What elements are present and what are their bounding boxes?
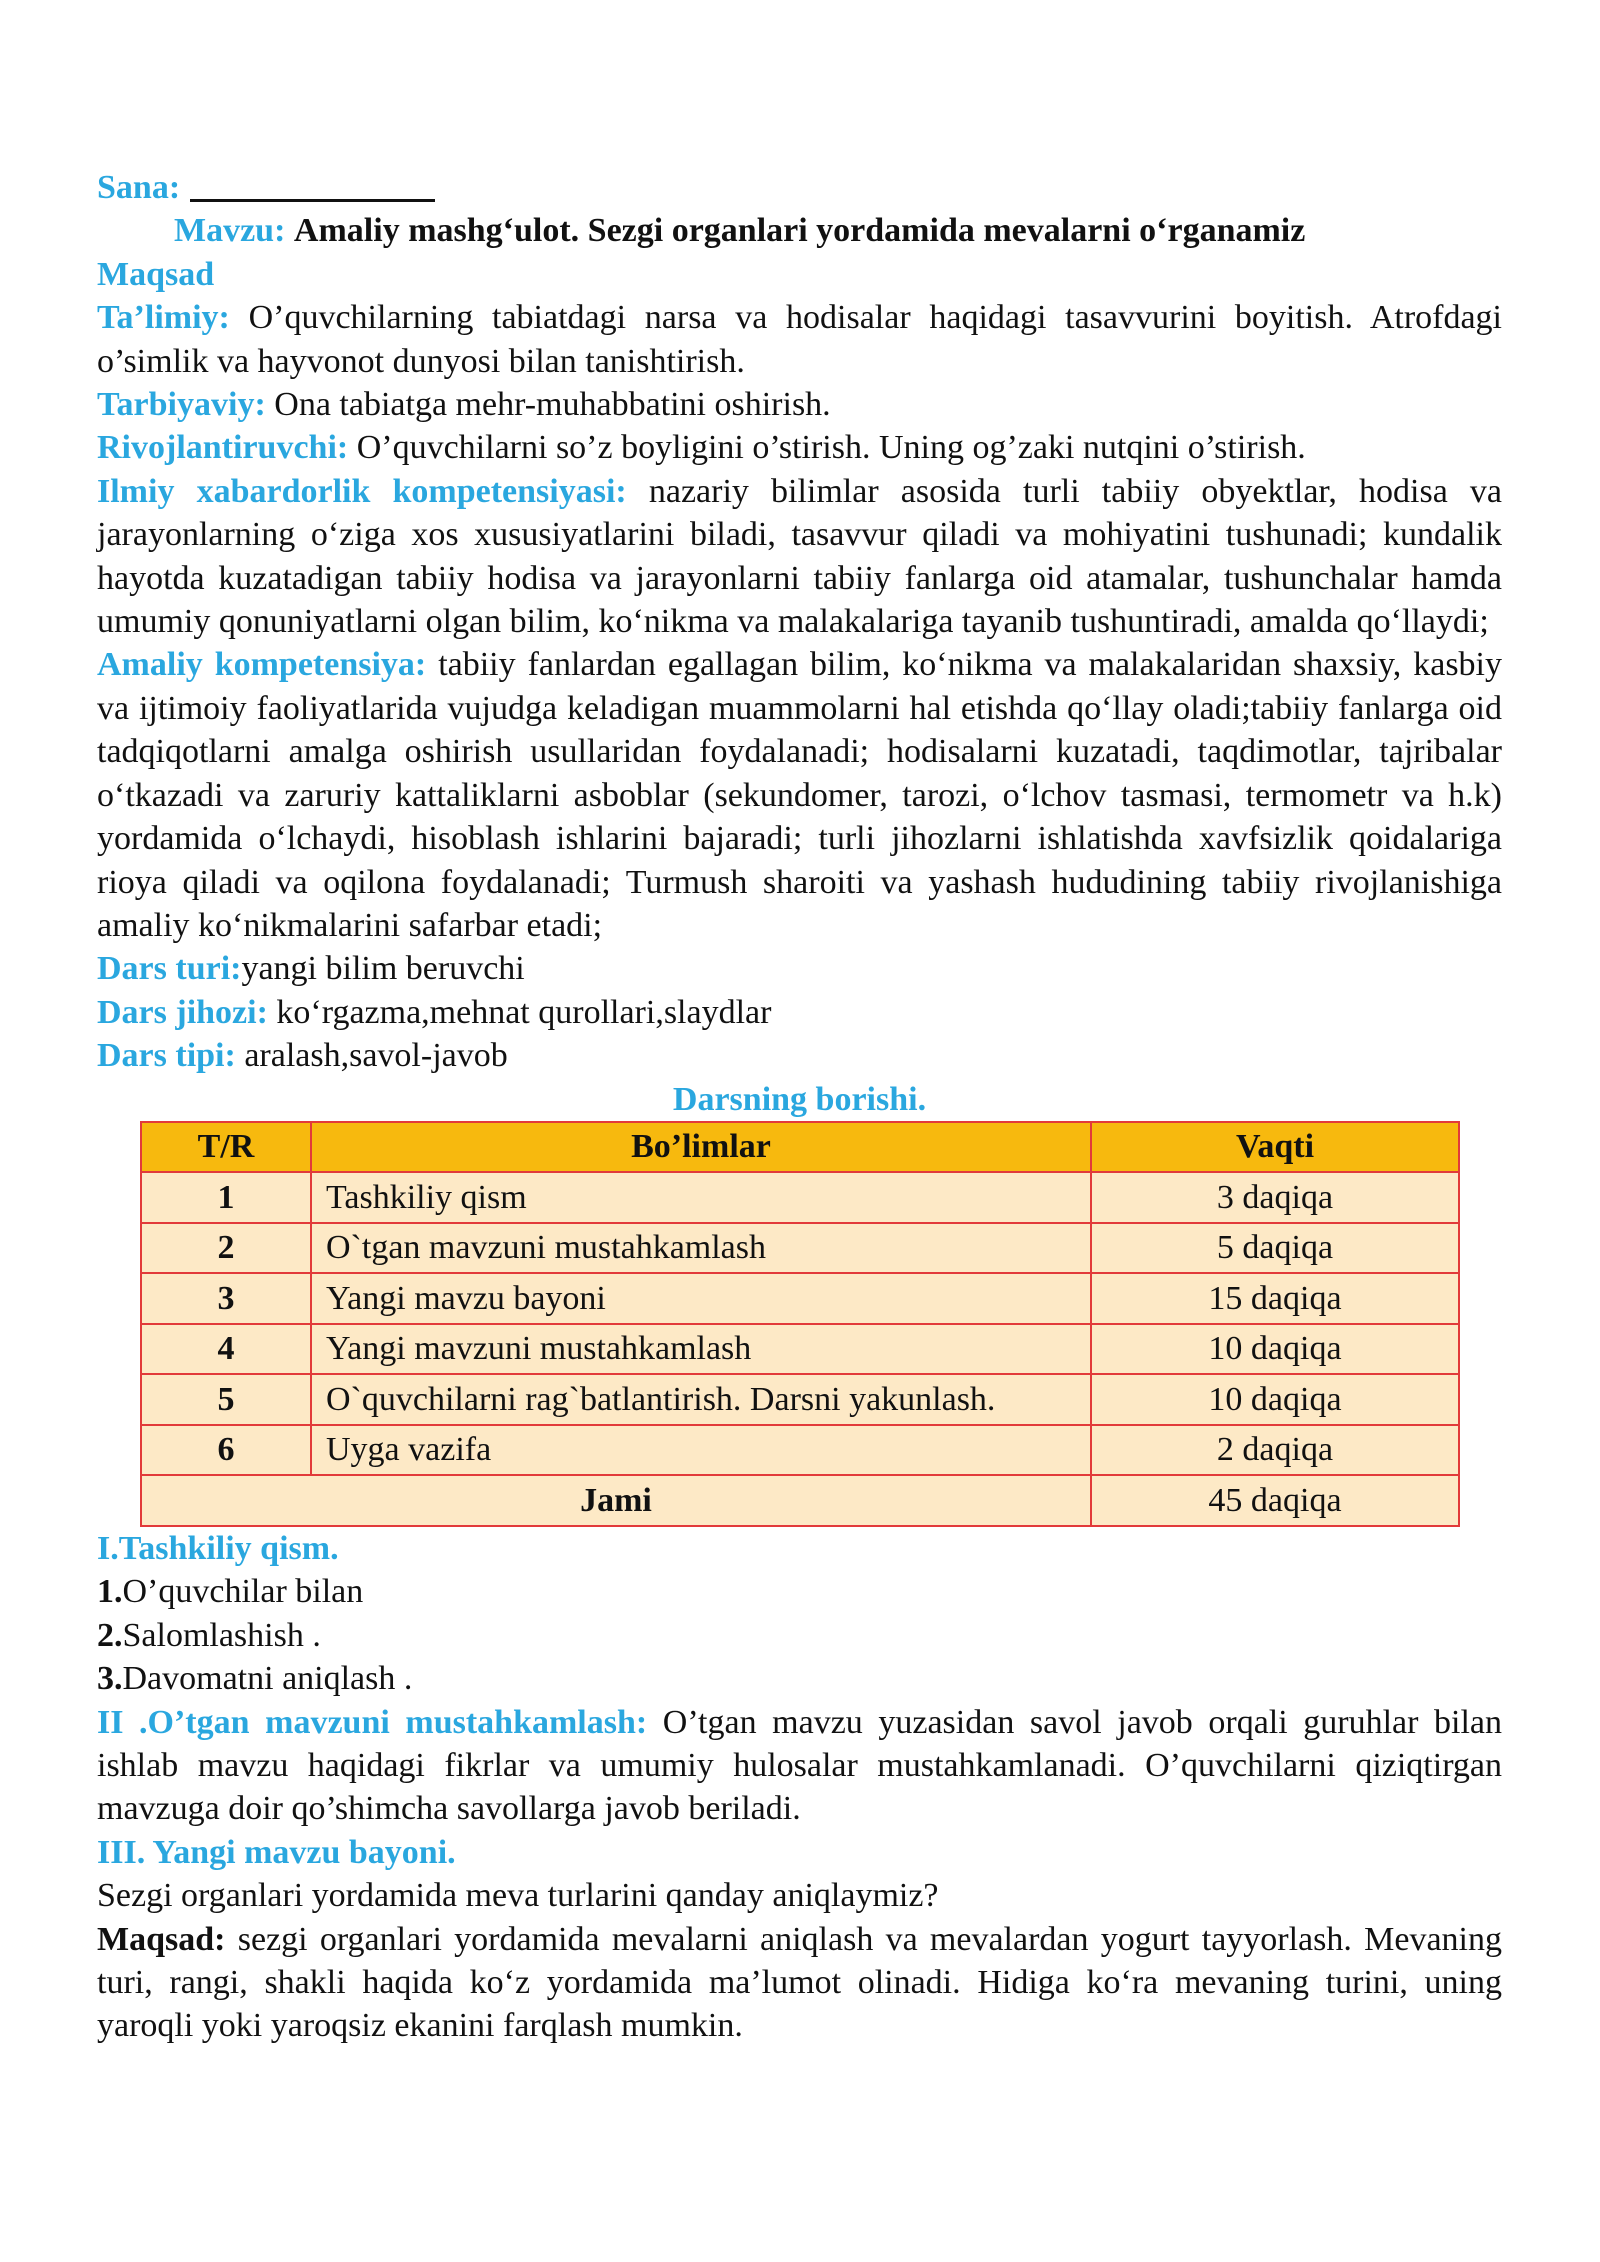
list-item bbox=[97, 1570, 1502, 1613]
ilmiy-label: Ilmiy xabardorlik kompetensiyasi: bbox=[97, 472, 627, 510]
dars-jihozi-label: Dars jihozi: bbox=[97, 993, 268, 1031]
tarbiyaviy-text: Ona tabiatga mehr-muhabbatini oshirish. bbox=[274, 386, 831, 424]
row-section: O`tgan mavzuni mustahkamlash bbox=[311, 1223, 1091, 1274]
dars-turi-text: yangi bilim beruvchi bbox=[241, 950, 525, 988]
list-item bbox=[97, 1614, 1502, 1657]
rivojlantiruvchi-text: O’quvchilarni so’z boyligini o’stirish. Uning og’zaki nutqini o’stirish. bbox=[356, 429, 1306, 467]
talimiy-paragraph bbox=[97, 296, 1502, 383]
talimiy-text: O’quvchilarning tabiatdagi narsa va hodisalar haqidagi tasavvurini boyitish. Atrofdagi o’simlik va hayvonot dunyosi bilan tanishtirish. bbox=[97, 299, 1503, 380]
amaliy-text: tabiiy fanlardan egallagan bilim, ko‘nikma va malakalaridan shaxsiy, kasbiy va ijtimoiy faoliyatlarida vujudga keladigan muammolarni hal etishda qo‘llay oladi;tabiiy fanlarga oid tadqiqotlarni amalga oshirish usullaridan foydalanadi; hodisalarni kuzatadi, taqdimotlar, tajribalar o‘tkazadi va zaruriy kattaliklarni asboblar (sekundomer, tarozi, o‘lchov tasmasi, termometr va h.k) yordamida o‘lchaydi, hisoblash ishlarini bajaradi; turli jihozlarni ishlatishda xavfsizlik qoidalariga rioya qiladi va oqilona foydalanadi; Turmush sharoiti va yashash hududining tabiiy rivojlanishiga amaliy ko‘nikmalarini safarbar etadi; bbox=[97, 646, 1503, 944]
table-title: Darsning borishi. bbox=[672, 1080, 927, 1118]
list-item-text: O’quvchilar bilan bbox=[122, 1573, 364, 1611]
row-number: 6 bbox=[141, 1425, 311, 1476]
table-row bbox=[141, 1273, 1459, 1324]
topic-title: Amaliy mashg‘ulot. Sezgi organlari yordamida mevalarni o‘rganamiz bbox=[293, 212, 1306, 250]
rivojlantiruvchi-paragraph bbox=[97, 426, 1502, 469]
section2-paragraph bbox=[97, 1701, 1502, 1831]
topic-line bbox=[97, 209, 1502, 252]
mavzu-label: Mavzu: bbox=[174, 212, 286, 250]
table-total-row bbox=[141, 1475, 1459, 1526]
document-content bbox=[97, 166, 1502, 2048]
tarbiyaviy-label: Tarbiyaviy: bbox=[97, 386, 266, 424]
row-number: 4 bbox=[141, 1324, 311, 1375]
row-time: 10 daqiqa bbox=[1091, 1324, 1459, 1375]
list-item-text: Salomlashish . bbox=[122, 1616, 321, 1654]
total-value: 45 daqiqa bbox=[1091, 1475, 1459, 1526]
total-label: Jami bbox=[141, 1475, 1091, 1526]
tarbiyaviy-paragraph bbox=[97, 383, 1502, 426]
section3-maqsad-paragraph bbox=[97, 1918, 1502, 2048]
row-time: 5 daqiqa bbox=[1091, 1223, 1459, 1274]
sana-label: Sana: bbox=[97, 169, 181, 206]
list-item-text: Davomatni aniqlash . bbox=[122, 1660, 413, 1698]
row-number: 2 bbox=[141, 1223, 311, 1274]
dars-turi-line bbox=[97, 947, 1502, 990]
dars-tipi-label: Dars tipi: bbox=[97, 1037, 236, 1075]
section3-heading: III. Yangi mavzu bayoni. bbox=[97, 1833, 456, 1871]
section1-heading: I.Tashkiliy qism. bbox=[97, 1529, 339, 1567]
talimiy-label: Ta’limiy: bbox=[97, 299, 230, 337]
dars-tipi-line bbox=[97, 1034, 1502, 1077]
section3-question: Sezgi organlari yordamida meva turlarini qanday aniqlaymiz? bbox=[97, 1877, 939, 1915]
table-row bbox=[141, 1425, 1459, 1476]
dars-jihozi-text: ko‘rgazma,mehnat qurollari,slaydlar bbox=[276, 993, 772, 1031]
table-row bbox=[141, 1374, 1459, 1425]
section3-maqsad-text: sezgi organlari yordamida mevalarni aniqlash va mevalardan yogurt tayyorlash. Mevaning turi, rangi, shakli haqida ko‘z yordamida ma’lumot olinadi. Hidiga ko‘ra mevaning turini, uning yaroqli yoki yaroqsiz ekanini farqlash mumkin. bbox=[97, 1920, 1502, 2045]
section3-maqsad-label: Maqsad: bbox=[97, 1920, 226, 1958]
date-line bbox=[97, 166, 1502, 209]
table-row bbox=[141, 1172, 1459, 1223]
row-section: Uyga vazifa bbox=[311, 1425, 1091, 1476]
row-time: 2 daqiqa bbox=[1091, 1425, 1459, 1476]
dars-turi-label: Dars turi: bbox=[97, 950, 242, 988]
table-header-row bbox=[141, 1122, 1459, 1173]
list-item-number: 2. bbox=[97, 1616, 123, 1654]
dars-tipi-text: aralash,savol-javob bbox=[244, 1037, 508, 1075]
header-cell-time: Vaqti bbox=[1091, 1122, 1459, 1173]
amaliy-paragraph bbox=[97, 643, 1502, 947]
list-item-number: 1. bbox=[97, 1573, 123, 1611]
maqsad-heading: Maqsad bbox=[97, 255, 215, 293]
row-section: Tashkiliy qism bbox=[311, 1172, 1091, 1223]
ilmiy-text: nazariy bilimlar asosida turli tabiiy obyektlar, hodisa va jarayonlarning o‘ziga xos xususiyatlarini biladi, tasavvur qiladi va mohiyatini tushunadi; kundalik hayotda kuzatadigan tabiiy hodisa va jarayonlarni tabiiy fanlarga oid atamalar, tushunchalar hamda umumiy qonuniyatlarni olgan bilim, ko‘nikma va malakalariga tayanib tushuntiradi, amalda qo‘llaydi; bbox=[97, 472, 1502, 641]
header-cell-section: Bo’limlar bbox=[311, 1122, 1091, 1173]
dars-jihozi-line bbox=[97, 991, 1502, 1034]
list-item-number: 3. bbox=[97, 1660, 123, 1698]
row-section: Yangi mavzu bayoni bbox=[311, 1273, 1091, 1324]
lesson-plan-table bbox=[140, 1121, 1460, 1527]
section2-text: O’tgan mavzu yuzasidan savol javob orqali guruhlar bilan ishlab mavzu haqidagi fikrlar va umumiy hulosalar mustahkamlanadi. O’quvchilarni qiziqtirgan mavzuga doir qo’shimcha savollarga javob beriladi. bbox=[97, 1703, 1502, 1828]
date-blank bbox=[190, 169, 435, 202]
rivojlantiruvchi-label: Rivojlantiruvchi: bbox=[97, 429, 349, 467]
row-time: 3 daqiqa bbox=[1091, 1172, 1459, 1223]
header-cell-number: T/R bbox=[141, 1122, 311, 1173]
table-row bbox=[141, 1324, 1459, 1375]
row-section: O`quvchilarni rag`batlantirish. Darsni yakunlash. bbox=[311, 1374, 1091, 1425]
list-item bbox=[97, 1657, 1502, 1700]
table-row bbox=[141, 1223, 1459, 1274]
amaliy-label: Amaliy kompetensiya: bbox=[97, 646, 427, 684]
row-number: 1 bbox=[141, 1172, 311, 1223]
row-number: 3 bbox=[141, 1273, 311, 1324]
row-time: 15 daqiqa bbox=[1091, 1273, 1459, 1324]
row-number: 5 bbox=[141, 1374, 311, 1425]
ilmiy-paragraph bbox=[97, 470, 1502, 644]
row-section: Yangi mavzuni mustahkamlash bbox=[311, 1324, 1091, 1375]
row-time: 10 daqiqa bbox=[1091, 1374, 1459, 1425]
section2-heading: II .O’tgan mavzuni mustahkamlash: bbox=[97, 1703, 648, 1741]
